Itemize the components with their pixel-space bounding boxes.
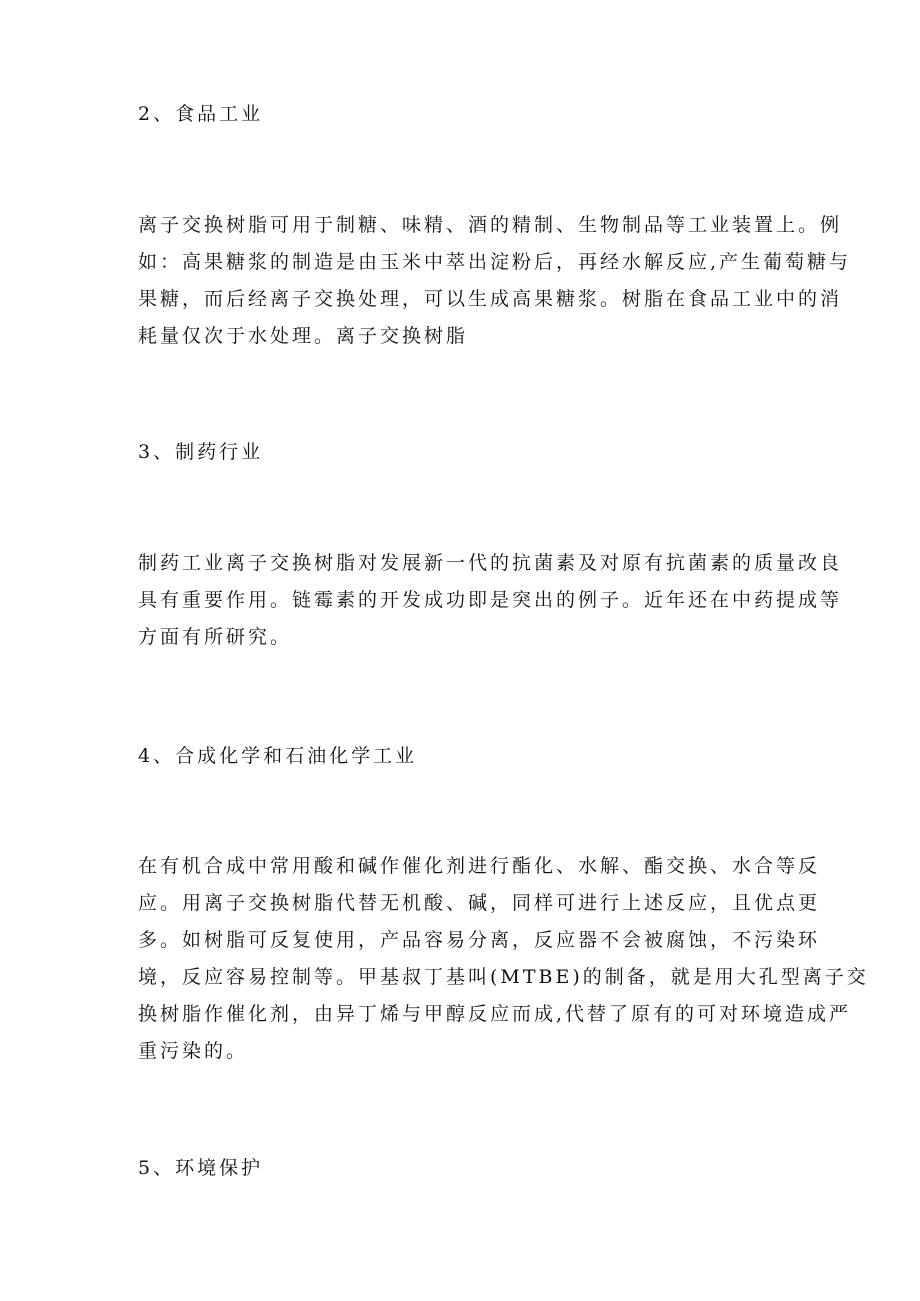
paragraph-chemical-industry bbox=[138, 848, 869, 1070]
paragraph-line: 制药工业离子交换树脂对发展新一代的抗菌素及对原有抗菌素的质量改良 bbox=[138, 552, 843, 574]
section-heading-chemical-industry: 4、合成化学和石油化学工业 bbox=[138, 745, 418, 767]
paragraph-line: 果糖，而后经离子交换处理，可以生成高果糖浆。树脂在食品工业中的消 bbox=[138, 288, 843, 310]
paragraph-line: 境，反应容易控制等。甲基叔丁基叫(MTBE)的制备，就是用大孔型离子交 bbox=[138, 966, 869, 988]
paragraph-food-industry bbox=[138, 207, 851, 355]
section-heading-pharmaceutical-industry: 3、制药行业 bbox=[138, 441, 264, 463]
paragraph-line: 多。如树脂可反复使用，产品容易分离，反应器不会被腐蚀，不污染环 bbox=[138, 929, 821, 951]
paragraph-line: 离子交换树脂可用于制糖、味精、酒的精制、生物制品等工业装置上。例 bbox=[138, 214, 843, 236]
paragraph-line: 重污染的。 bbox=[138, 1040, 249, 1062]
section-heading-food-industry: 2、食品工业 bbox=[138, 103, 264, 125]
paragraph-line: 方面有所研究。 bbox=[138, 626, 293, 648]
paragraph-line: 具有重要作用。链霉素的开发成功即是突出的例子。近年还在中药提成等 bbox=[138, 589, 843, 611]
paragraph-line: 在有机合成中常用酸和碱作催化剂进行酯化、水解、酯交换、水合等反 bbox=[138, 855, 821, 877]
paragraph-line: 如：高果糖浆的制造是由玉米中萃出淀粉后，再经水解反应,产生葡萄糖与 bbox=[138, 251, 852, 273]
section-heading-environmental-protection: 5、环境保护 bbox=[138, 1157, 264, 1179]
paragraph-line: 换树脂作催化剂，由异丁烯与甲醇反应而成,代替了原有的可对环境造成严 bbox=[138, 1003, 852, 1025]
paragraph-line: 应。用离子交换树脂代替无机酸、碱，同样可进行上述反应，且优点更 bbox=[138, 892, 821, 914]
paragraph-pharmaceutical-industry bbox=[138, 545, 842, 656]
paragraph-line: 耗量仅次于水处理。离子交换树脂 bbox=[138, 325, 469, 347]
